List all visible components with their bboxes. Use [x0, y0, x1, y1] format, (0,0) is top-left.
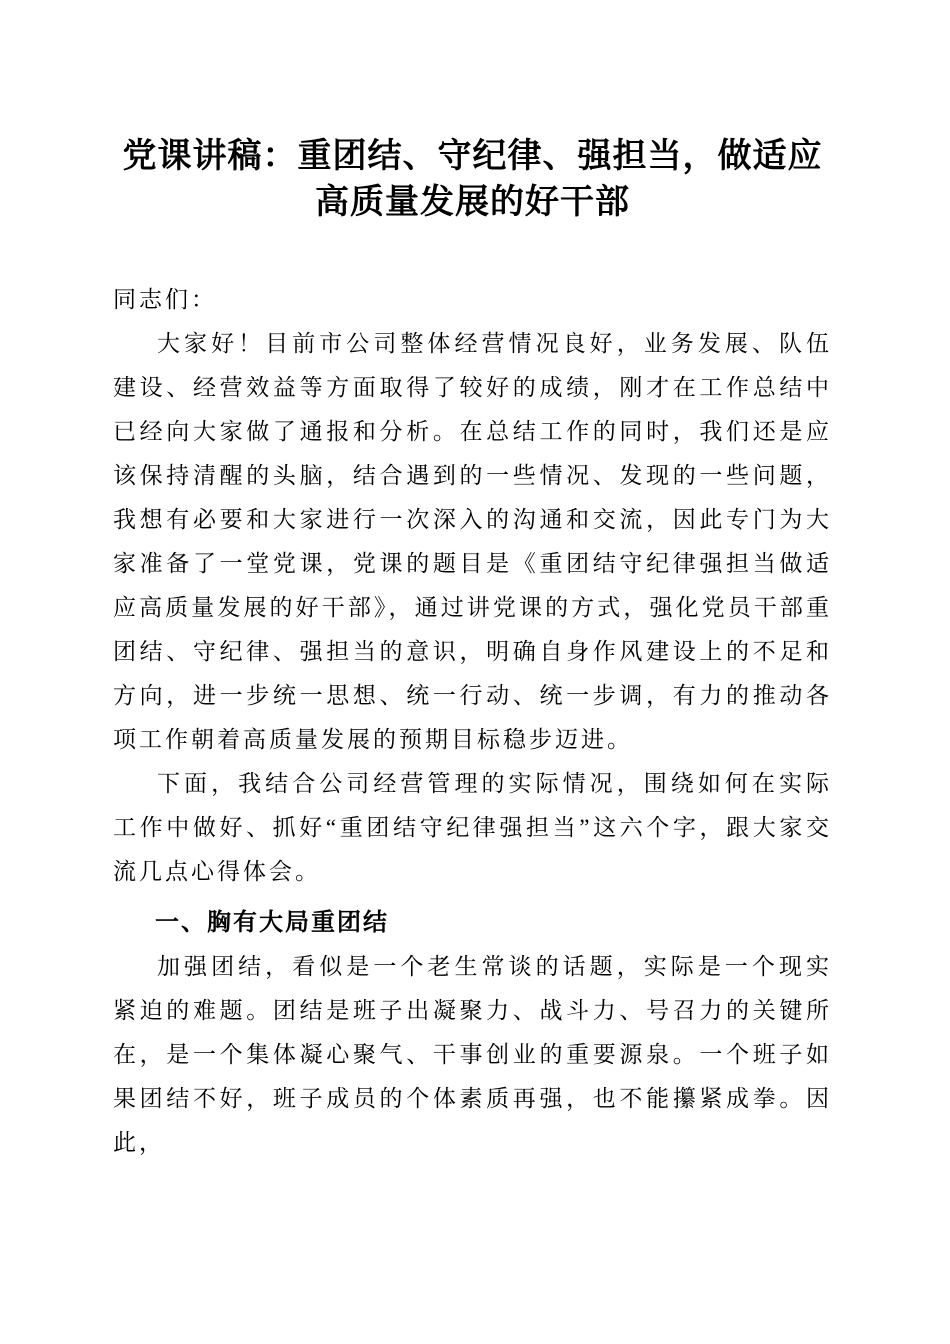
- document-title-line-2: 高质量发展的好干部: [315, 184, 630, 221]
- document-title-line-1: 党课讲稿：重团结、守纪律、强担当，做适应: [122, 138, 823, 175]
- paragraph-section1-body: 加强团结，看似是一个老生常谈的话题，实际是一个现实紧迫的难题。团结是班子出凝聚力、战斗力、号召力的关键所在，是一个集体凝心聚气、干事创业的重要源泉。一个班子如果团结不好，班子成员的个体素质再强，也不能攥紧成拳。因此，: [113, 954, 832, 1155]
- section-heading-1: 一、胸有大局重团结: [155, 909, 389, 936]
- paragraph-transition: 下面，我结合公司经营管理的实际情况，围绕如何在实际工作中做好、抓好“重团结守纪律强担当”这六个字，跟大家交流几点心得体会。: [113, 771, 832, 884]
- salutation: 同志们：: [113, 287, 217, 312]
- paragraph-greeting: 大家好！目前市公司整体经营情况良好，业务发展、队伍建设、经营效益等方面取得了较好的成绩，刚才在工作总结中已经向大家做了通报和分析。在总结工作的同时，我们还是应该保持清醒的头脑，结合遇到的一些情况、发现的一些问题，我想有必要和大家进行一次深入的沟通和交流，因此专门为大家准备了一堂党课，党课的题目是《重团结守纪律强担当做适应高质量发展的好干部》，通过讲党课的方式，强化党员干部重团结、守纪律、强担当的意识，明确自身作风建设上的不足和方向，进一步统一思想、统一行动、统一步调，有力的推动各项工作朝着高质量发展的预期目标稳步迈进。: [113, 331, 832, 752]
- document-title: [113, 134, 832, 226]
